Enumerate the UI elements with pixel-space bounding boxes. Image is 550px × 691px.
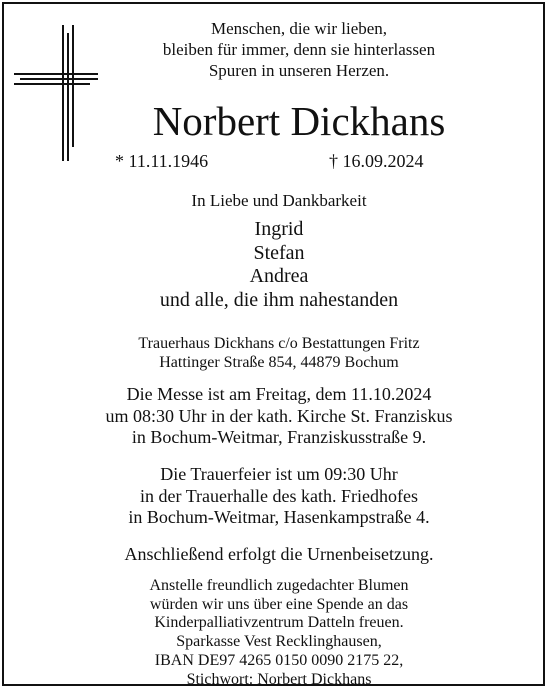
obituary-card — [2, 2, 545, 686]
mass-line: um 08:30 Uhr in der kath. Kirche St. Franziskus — [105, 405, 453, 426]
donation-line: Sparkasse Vest Recklinghausen, — [176, 633, 382, 651]
donation-request — [4, 577, 550, 689]
dedication: In Liebe und Dankbarkeit — [191, 191, 367, 210]
address-line: Hattinger Straße 854, 44879 Bochum — [159, 354, 399, 371]
donation-line: würden wir uns über eine Spende an das — [149, 595, 409, 613]
quote-line: Menschen, die wir lieben, — [210, 19, 388, 38]
quote-line: bleiben für immer, denn sie hinterlassen — [162, 40, 436, 59]
family-member: und alle, die ihm nahestanden — [159, 288, 399, 311]
deceased-name: Norbert Dickhans — [152, 98, 446, 144]
urn-burial-info: Anschließend erfolgt die Urnenbeisetzung. — [124, 544, 434, 564]
family-list — [4, 218, 550, 312]
family-member: Ingrid — [254, 218, 304, 240]
address-line: Trauerhaus Dickhans c/o Bestattungen Fritz — [138, 335, 420, 352]
funeral-line: in der Trauerhalle des kath. Friedhofes — [140, 485, 418, 506]
mourning-address — [4, 334, 550, 372]
donation-line: Stichwort: Norbert Dickhans — [186, 670, 372, 688]
quote-line: Spuren in unseren Herzen. — [208, 61, 390, 80]
death-date: † 16.09.2024 — [329, 151, 424, 171]
mass-line: in Bochum-Weitmar, Franziskusstraße 9. — [131, 427, 427, 447]
donation-line: Anstelle freundlich zugedachter Blumen — [149, 577, 409, 594]
funeral-line: Die Trauerfeier ist um 09:30 Uhr — [160, 464, 398, 484]
family-member: Stefan — [253, 241, 305, 264]
mass-info — [4, 384, 550, 449]
funeral-info — [4, 464, 550, 529]
cross-icon — [14, 25, 98, 161]
mass-line: Die Messe ist am Freitag, dem 11.10.2024 — [126, 384, 432, 404]
donation-line: IBAN DE97 4265 0150 0090 2175 22, — [154, 651, 404, 669]
family-member: Andrea — [249, 265, 309, 287]
birth-date: * 11.11.1946 — [115, 151, 209, 171]
donation-line: Kinderpalliativzentrum Datteln freuen. — [154, 614, 404, 632]
quote — [104, 18, 494, 81]
funeral-line: in Bochum-Weitmar, Hasenkampstraße 4. — [128, 507, 430, 527]
